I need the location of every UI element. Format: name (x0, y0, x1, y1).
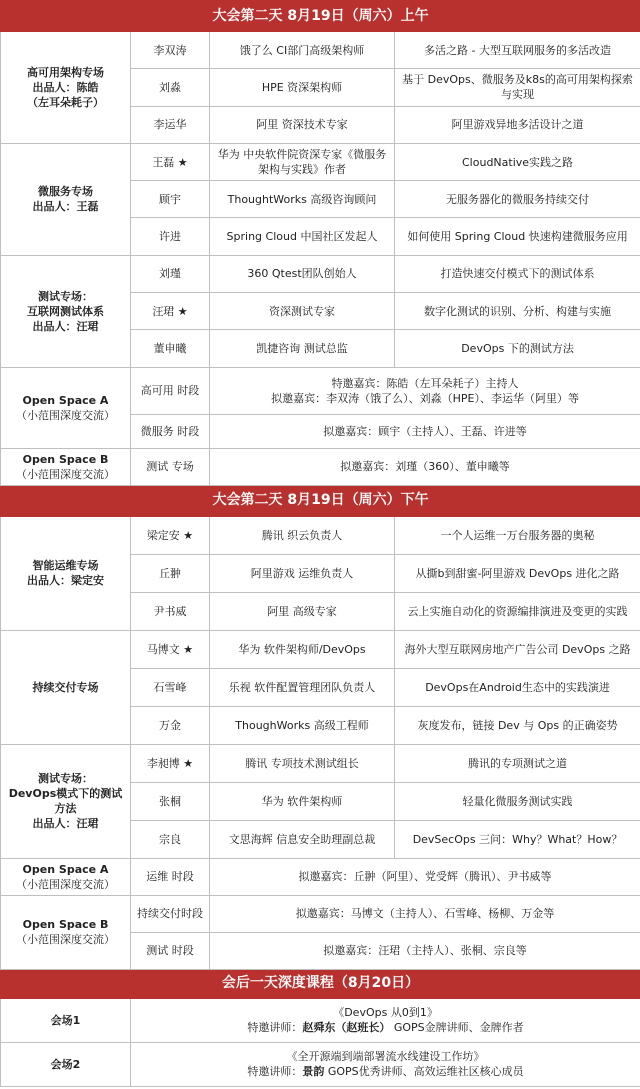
guest-line: 拟邀嘉宾：顾宇（主持人）、王磊、许进等 (323, 424, 527, 438)
speaker-name: 马博文 ★ (131, 630, 210, 668)
cell-line: 微服务专场 (38, 185, 93, 199)
speaker-name: 刘瑾 (131, 255, 210, 292)
cell-line: 互联网测试体系 (27, 304, 104, 318)
speaker-name: 王磊 ★ (131, 143, 210, 180)
speaker-title: 360 Qtest团队创始人 (210, 255, 395, 292)
speaker-name: 尹书威 (131, 592, 210, 630)
talk-topic: 多活之路 - 大型互联网服务的多活改造 (395, 32, 640, 69)
time-slot: 微服务 时段 (131, 414, 210, 448)
talk-topic: 腾讯的专项测试之道 (395, 744, 640, 782)
speaker-name: 万金 (131, 706, 210, 744)
cell-line: （左耳朵耗子） (27, 95, 104, 109)
lecturer-desc: GOPS优秀讲师、高效运维社区核心成员 (324, 1065, 524, 1079)
time-slot: 测试 专场 (131, 448, 210, 485)
talk-topic: 灰度发布，链接 Dev 与 Ops 的正确姿势 (395, 706, 640, 744)
guest-list (210, 895, 640, 932)
course-row (1, 998, 640, 1042)
talk-topic: 从撕b到甜蜜-阿里游戏 DevOps 进化之路 (395, 554, 640, 592)
talk-topic: DevOps在Android生态中的实践演进 (395, 668, 640, 706)
talk-topic: 阿里游戏异地多活设计之道 (395, 106, 640, 143)
speaker-title: 资深测试专家 (210, 293, 395, 330)
course-info (131, 1042, 640, 1086)
open-space-name (1, 895, 131, 969)
time-slot: 测试 时段 (131, 932, 210, 969)
cell-line: 出品人：汪珺 (32, 319, 99, 333)
speaker-title: 腾讯 专项技术测试组长 (210, 744, 395, 782)
open-space-name (1, 448, 131, 485)
section-header: 大会第二天 8月19日（周六）上午 (1, 1, 640, 32)
talk-topic: 海外大型互联网房地产广告公司 DevOps 之路 (395, 630, 640, 668)
speaker-title: 华为 软件架构师 (210, 782, 395, 820)
guest-line: 拟邀嘉宾：李双涛（饿了么）、刘淼（HPE）、李运华（阿里）等 (271, 391, 579, 405)
course-row (1, 1042, 640, 1086)
track-name (1, 516, 131, 630)
cell-line: 出品人：汪珺 (32, 817, 99, 831)
lecturer-label: 特邀讲师： (247, 1021, 303, 1035)
speaker-title: ThoughtWorks 高级咨询顾问 (210, 181, 395, 218)
section-header-row (1, 485, 640, 516)
guest-line: 拟邀嘉宾：汪珺（主持人）、张桐、宗良等 (323, 944, 527, 958)
talk-topic: DevSecOps 三问：Why？What？How？ (395, 820, 640, 858)
session-row (1, 516, 640, 554)
guest-list (210, 932, 640, 969)
speaker-name: 李昶博 ★ (131, 744, 210, 782)
session-row (1, 630, 640, 668)
speaker-title: 腾讯 织云负责人 (210, 516, 395, 554)
open-space-row (1, 895, 640, 932)
talk-topic: 数字化测试的识别、分析、构建与实施 (395, 293, 640, 330)
cell-line: 出品人：王磊 (32, 200, 99, 214)
venue-name: 会场2 (1, 1042, 131, 1086)
time-slot: 高可用 时段 (131, 367, 210, 414)
speaker-name: 刘淼 (131, 69, 210, 106)
cell-line: Open Space A (22, 862, 109, 876)
speaker-title: ThoughWorks 高级工程师 (210, 706, 395, 744)
talk-topic: CloudNative实践之路 (395, 143, 640, 180)
talk-topic: 轻量化微服务测试实践 (395, 782, 640, 820)
talk-topic: 基于 DevOps、微服务及k8s的高可用架构探索与实现 (395, 69, 640, 106)
guest-line: 拟邀嘉宾：丘翀（阿里）、党受辉（腾讯）、尹书威等 (298, 870, 552, 884)
speaker-title: 华为 软件架构师/DevOps (210, 630, 395, 668)
course-title: 《DevOps 从0到1》 (333, 1006, 438, 1020)
guest-line: 拟邀嘉宾：马博文（主持人）、石雪峰、杨柳、万金等 (295, 907, 555, 921)
cell-line: DevOps模式下的测试 (8, 787, 123, 801)
session-row (1, 32, 640, 69)
section-header: 大会第二天 8月19日（周六）下午 (1, 485, 640, 516)
speaker-title: 文思海辉 信息安全助理副总裁 (210, 820, 395, 858)
cell-line: 出品人：梁定安 (27, 574, 104, 588)
cell-line: （小范围深度交流） (16, 408, 115, 422)
speaker-title: HPE 资深架构师 (210, 69, 395, 106)
open-space-name (1, 858, 131, 895)
speaker-title: 乐视 软件配置管理团队负责人 (210, 668, 395, 706)
session-row (1, 143, 640, 180)
speaker-name: 张桐 (131, 782, 210, 820)
time-slot: 运维 时段 (131, 858, 210, 895)
course-title: 《全开源端到端部署流水线建设工作坊》 (286, 1050, 485, 1064)
guest-line: 拟邀嘉宾：刘瑾（360）、董申曦等 (340, 460, 510, 474)
talk-topic: DevOps 下的测试方法 (395, 330, 640, 367)
track-name (1, 744, 131, 858)
guest-list (210, 414, 640, 448)
talk-topic: 无服务器化的微服务持续交付 (395, 181, 640, 218)
talk-topic: 云上实施自动化的资源编排演进及变更的实践 (395, 592, 640, 630)
talk-topic: 一个人运维一万台服务器的奥秘 (395, 516, 640, 554)
speaker-title: 凯捷咨询 测试总监 (210, 330, 395, 367)
speaker-name: 汪珺 ★ (131, 293, 210, 330)
speaker-name: 石雪峰 (131, 668, 210, 706)
speaker-name: 许进 (131, 218, 210, 255)
lecturer-desc: GOPS金牌讲师、金牌作者 (390, 1021, 524, 1035)
cell-line: 智能运维专场 (32, 559, 99, 573)
speaker-title: 饿了么 CI部门高级架构师 (210, 32, 395, 69)
guest-list (210, 367, 640, 414)
speaker-title: Spring Cloud 中国社区发起人 (210, 218, 395, 255)
session-row (1, 744, 640, 782)
cell-line: Open Space B (22, 452, 109, 466)
cell-line: 出品人：陈皓 (32, 80, 99, 94)
lecturer-name: 景韵 (302, 1065, 325, 1079)
cell-line: Open Space A (22, 393, 109, 407)
guest-list (210, 858, 640, 895)
talk-topic: 打造快速交付模式下的测试体系 (395, 255, 640, 292)
talk-topic: 如何使用 Spring Cloud 快速构建微服务应用 (395, 218, 640, 255)
cell-line: （小范围深度交流） (16, 467, 115, 481)
speaker-name: 丘翀 (131, 554, 210, 592)
lecturer-label: 特邀讲师： (247, 1065, 303, 1079)
speaker-name: 董申曦 (131, 330, 210, 367)
cell-line: 高可用架构专场 (27, 65, 104, 79)
course-info (131, 998, 640, 1042)
guest-line: 特邀嘉宾：陈皓（左耳朵耗子）主持人 (331, 376, 519, 390)
cell-line: 持续交付专场 (32, 680, 99, 694)
open-space-row (1, 448, 640, 485)
cell-line: 方法 (54, 802, 77, 816)
cell-line: （小范围深度交流） (16, 933, 115, 947)
speaker-name: 梁定安 ★ (131, 516, 210, 554)
track-name (1, 630, 131, 744)
session-row (1, 255, 640, 292)
speaker-name: 李运华 (131, 106, 210, 143)
section-header: 会后一天深度课程（8月20日） (1, 969, 640, 998)
speaker-title: 阿里 高级专家 (210, 592, 395, 630)
lecturer-name: 赵舜东（赵班长） (302, 1021, 391, 1035)
speaker-name: 李双涛 (131, 32, 210, 69)
lecturer-line (134, 1020, 637, 1035)
section-header-row (1, 1, 640, 32)
track-name (1, 143, 131, 255)
guest-list (210, 448, 640, 485)
open-space-row (1, 367, 640, 414)
cell-line: Open Space B (22, 918, 109, 932)
venue-name: 会场1 (1, 998, 131, 1042)
cell-line: 测试专场： (38, 289, 93, 303)
speaker-title: 华为 中央软件院资深专家《微服务架构与实践》作者 (210, 143, 395, 180)
speaker-title: 阿里 资深技术专家 (210, 106, 395, 143)
cell-line: （小范围深度交流） (16, 877, 115, 891)
track-name (1, 32, 131, 144)
time-slot: 持续交付时段 (131, 895, 210, 932)
open-space-row (1, 858, 640, 895)
track-name (1, 255, 131, 367)
open-space-name (1, 367, 131, 448)
lecturer-line (134, 1064, 637, 1079)
section-header-row (1, 969, 640, 998)
speaker-title: 阿里游戏 运维负责人 (210, 554, 395, 592)
speaker-name: 宗良 (131, 820, 210, 858)
speaker-name: 顾宇 (131, 181, 210, 218)
cell-line: 测试专场： (38, 772, 93, 786)
